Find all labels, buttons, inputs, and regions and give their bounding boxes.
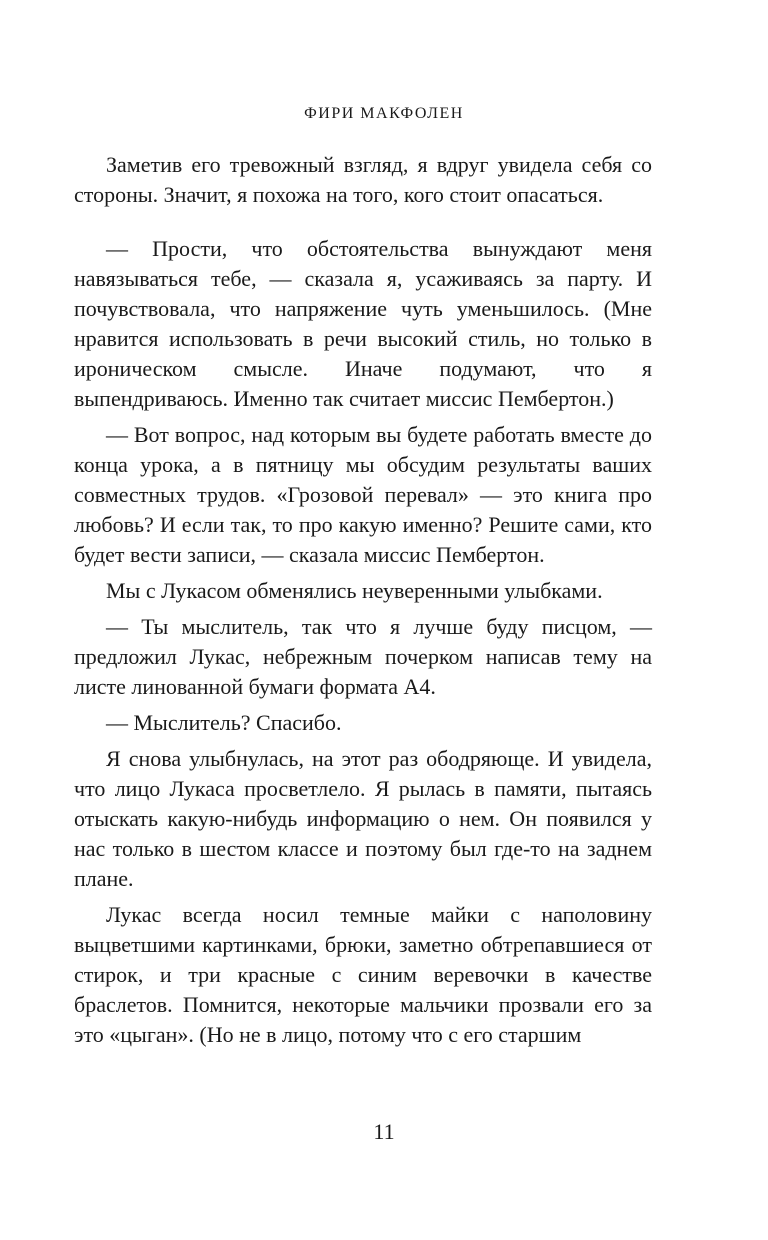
- body-text: [74, 150, 652, 1050]
- paragraph: Мы с Лукасом обменялись неуверенными улыбками.: [106, 578, 603, 603]
- paragraph: — Прости, что обстоятельства вынуждают меня навязываться тебе, — сказала я, усаживаясь за парту. И почувствовала, что напряжение чуть уменьшилось. (Мне нравится использовать в речи высокий стиль, но только в ироническом смысле. Иначе подумают, что я выпендриваюсь. Именно так считает миссис Пембертон.): [74, 236, 652, 411]
- page-number: 11: [373, 1119, 395, 1144]
- paragraph: Я снова улыбнулась, на этот раз ободряюще. И увидела, что лицо Лукаса просветлело. Я рылась в памяти, пытаясь отыскать какую-нибудь информацию о нем. Он появился у нас только в шестом классе и поэтому был где-то на заднем плане.: [74, 746, 652, 891]
- paragraph: — Вот вопрос, над которым вы будете работать вместе до конца урока, а в пятницу мы обсудим результаты ваших совместных трудов. «Грозовой перевал» — это книга про любовь? И если так, то про какую именно? Решите сами, кто будет вести записи, — сказала миссис Пембертон.: [74, 422, 652, 567]
- paragraph: Лукас всегда носил темные майки с наполовину выцветшими картинками, брюки, заметно обтрепавшиеся от стирок, и три красные с синим веревочки в качестве браслетов. Помнится, некоторые мальчики прозвали его за это «цыган». (Но не в лицо, потому что с его старшим: [74, 902, 652, 1047]
- paragraph: Заметив его тревожный взгляд, я вдруг увидела себя со стороны. Значит, я похожа на того, кого стоит опасаться.: [74, 152, 652, 207]
- paragraph: — Ты мыслитель, так что я лучше буду писцом, — предложил Лукас, небрежным почерком написав тему на листе линованной бумаги формата А4.: [74, 614, 652, 699]
- running-title: ФИРИ МАКФОЛЕН: [304, 105, 464, 122]
- paragraph: — Мыслитель? Спасибо.: [106, 710, 342, 735]
